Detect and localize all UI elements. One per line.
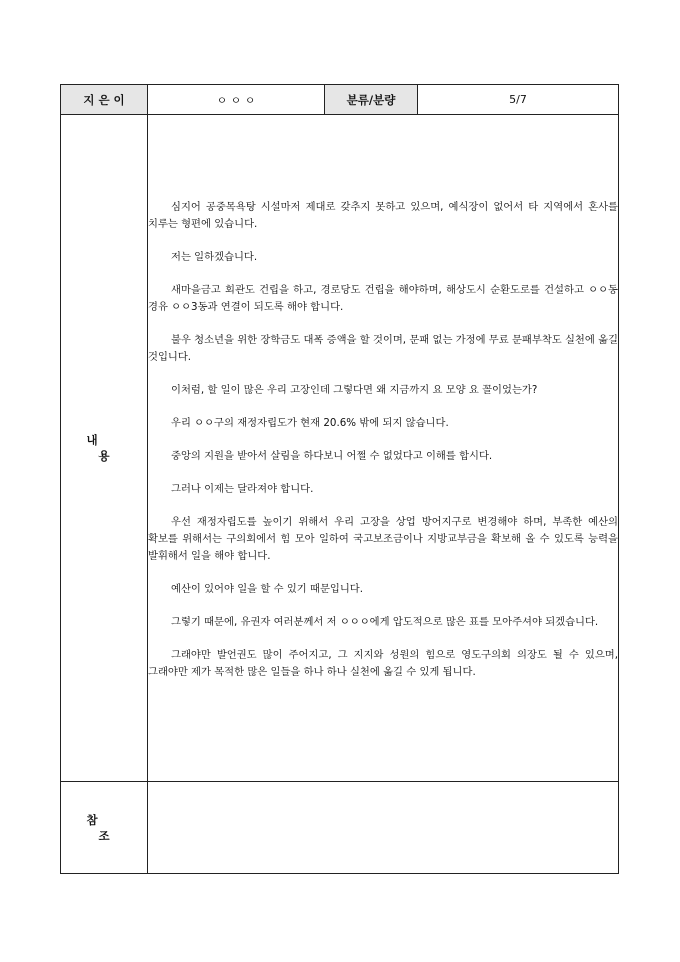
paragraph: 중앙의 지원을 받아서 살림을 하다보니 어쩔 수 없었다고 이해를 합시다. — [171, 450, 493, 462]
reference-value — [148, 782, 619, 874]
paragraph: 저는 일하겠습니다. — [171, 251, 258, 263]
paragraph: 그러나 이제는 달라져야 합니다. — [171, 483, 314, 495]
document-form — [60, 84, 619, 874]
category-label: 분류/분량 — [325, 85, 418, 115]
reference-label-cell — [61, 782, 148, 874]
paragraph: 그래야만 발언권도 많이 주어지고, 그 지지와 성원의 힘으로 영도구의회 의장도 될 수 있으며, 그래야만 제가 목적한 많은 일들을 하나 하나 실천에 옮길 수 있게 됩니다. — [148, 649, 618, 678]
author-value: ㅇ ㅇ ㅇ — [148, 85, 325, 115]
category-value: 5/7 — [418, 85, 619, 115]
header-row — [61, 85, 619, 115]
paragraph: 그렇기 때문에, 유권자 여러분께서 저 ㅇㅇㅇ에게 압도적으로 많은 표를 모아주셔야 되겠습니다. — [171, 616, 599, 628]
content-label: 내 용 — [86, 433, 134, 463]
paragraph: 이처럼, 할 일이 많은 우리 고장인데 그렇다면 왜 지금까지 요 모양 요 꼴이었는가? — [171, 384, 538, 396]
paragraph: 불우 청소년을 위한 장학금도 대폭 증액을 할 것이며, 문패 없는 가정에 무료 문패부착도 실천에 옮길 것입니다. — [148, 334, 618, 363]
content-body — [148, 115, 619, 782]
reference-row — [61, 782, 619, 874]
content-row — [61, 115, 619, 782]
paragraph: 예산이 있어야 일을 할 수 있기 때문입니다. — [171, 583, 364, 595]
paragraph: 우선 재정자립도를 높이기 위해서 우리 고장을 상업 방어지구로 변경해야 하며, 부족한 예산의 확보를 위해서는 구의회에서 힘 모아 일하여 국고보조금이나 지방교부금을 확보해 올 수 있도록 능력을 발휘해서 일을 해야 합니다. — [148, 516, 618, 562]
paragraph: 심지어 공중목욕탕 시설마저 제대로 갖추지 못하고 있으며, 예식장이 없어서 타 지역에서 혼사를 치루는 형편에 있습니다. — [148, 201, 618, 230]
paragraph: 새마을금고 회관도 건립을 하고, 경로당도 건립을 해야하며, 해상도시 순환도로를 건설하고 ㅇㅇ동 경유 ㅇㅇ3동과 연결이 되도록 해야 합니다. — [148, 284, 618, 313]
content-label-cell — [61, 115, 148, 782]
reference-label: 참 조 — [86, 812, 134, 843]
author-label: 지 은 이 — [61, 85, 148, 115]
paragraph: 우리 ㅇㅇ구의 재정자립도가 현재 20.6% 밖에 되지 않습니다. — [171, 417, 449, 429]
